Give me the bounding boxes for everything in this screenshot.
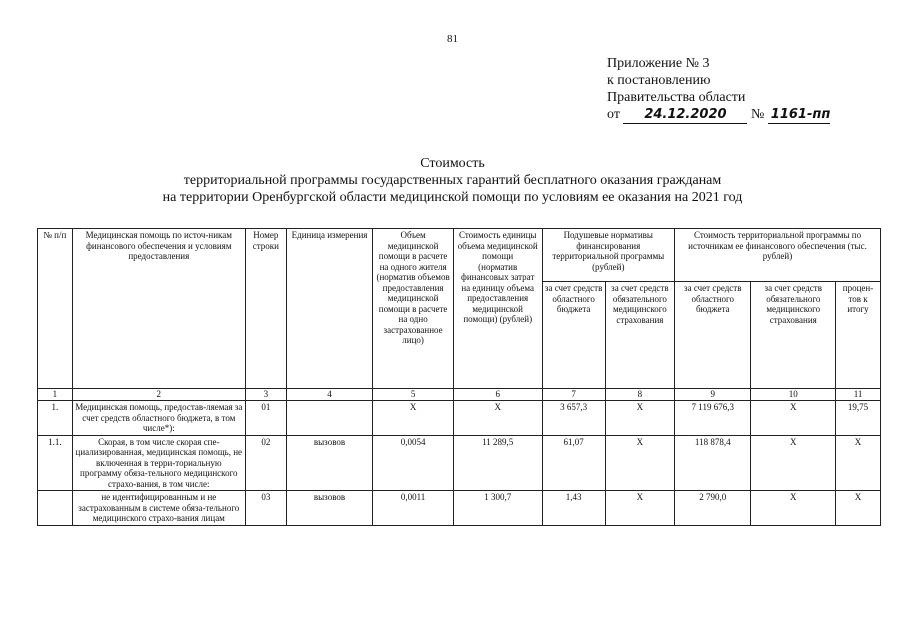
header-unit-cost-note: (норматив финансовых затрат на единицу объема предоставления медицинской помощи) (рублей) bbox=[461, 261, 535, 324]
column-index-row bbox=[38, 389, 881, 401]
column-index: 10 bbox=[751, 389, 836, 401]
table-row bbox=[38, 435, 881, 491]
row-description: Скорая, в том числе скорая спе-циализированная, медицинская помощь, не включенная в терри-ториальную программу обяза-тельного медицинского страхо-вания, в том числе: bbox=[72, 435, 245, 491]
number-label: № bbox=[750, 107, 765, 122]
from-label: от bbox=[607, 107, 620, 122]
handwritten-number: 1161-пп bbox=[768, 106, 830, 124]
row-num: 1.1. bbox=[38, 435, 73, 491]
column-index: 7 bbox=[542, 389, 605, 401]
header-pc-oms: за счет средств обязательного медицинского страхования bbox=[605, 282, 674, 389]
row-volume: 0,0054 bbox=[373, 435, 454, 491]
title-line-3: на территории Оренбургской области медицинской помощи по условиям ее оказания на 2021 год bbox=[162, 190, 743, 205]
column-index: 9 bbox=[675, 389, 751, 401]
header-percent: процен-тов к итогу bbox=[836, 282, 881, 389]
column-index: 8 bbox=[605, 389, 674, 401]
header-volume-note: (норматив объемов предоставления медицинской помощи в расчете на одно застрахованное лицо) bbox=[376, 272, 450, 345]
row-description: Медицинская помощь, предостав-ляемая за счет средств областного бюджета, в том числе*): bbox=[72, 401, 245, 436]
document-title bbox=[0, 155, 905, 206]
handwritten-date: 24.12.2020 bbox=[623, 106, 747, 124]
row-unit: вызовов bbox=[286, 491, 373, 526]
row-percent: X bbox=[836, 491, 881, 526]
header-volume-main: Объем медицинской помощи в расчете на одного жителя bbox=[378, 230, 448, 272]
column-index: 4 bbox=[286, 389, 373, 401]
column-index: 1 bbox=[38, 389, 73, 401]
row-total-budget: 7 119 676,3 bbox=[675, 401, 751, 436]
row-unit-cost: 11 289,5 bbox=[453, 435, 542, 491]
row-unit-cost: X bbox=[453, 401, 542, 436]
header-volume bbox=[373, 229, 454, 389]
header-row-1 bbox=[38, 229, 881, 282]
row-pc-budget: 3 657,3 bbox=[542, 401, 605, 436]
row-pc-oms: X bbox=[605, 401, 674, 436]
header-total-oms: за счет средств обязательного медицинского страхования bbox=[751, 282, 836, 389]
row-unit-cost: 1 300,7 bbox=[453, 491, 542, 526]
row-num: 1. bbox=[38, 401, 73, 436]
row-total-oms: X bbox=[751, 401, 836, 436]
row-unit: вызовов bbox=[286, 435, 373, 491]
column-index: 6 bbox=[453, 389, 542, 401]
row-pc-oms: X bbox=[605, 491, 674, 526]
column-index: 2 bbox=[72, 389, 245, 401]
header-unit: Единица измерения bbox=[286, 229, 373, 389]
appendix-line-2: к постановлению bbox=[607, 73, 711, 88]
header-line-number: Номер строки bbox=[245, 229, 286, 389]
row-description: не идентифицированным и не застрахованным в системе обяза-тельного медицинского страхо-вания лицам bbox=[72, 491, 245, 526]
page-number: 81 bbox=[447, 33, 458, 45]
row-line-number: 02 bbox=[245, 435, 286, 491]
title-line-2: территориальной программы государственных гарантий бесплатного оказания гражданам bbox=[183, 173, 722, 188]
row-pc-oms: X bbox=[605, 435, 674, 491]
row-unit bbox=[286, 401, 373, 436]
row-num bbox=[38, 491, 73, 526]
row-pc-budget: 61,07 bbox=[542, 435, 605, 491]
row-percent: X bbox=[836, 435, 881, 491]
row-line-number: 03 bbox=[245, 491, 286, 526]
row-percent: 19,75 bbox=[836, 401, 881, 436]
header-total-budget: за счет средств областного бюджета bbox=[675, 282, 751, 389]
appendix-block bbox=[607, 55, 830, 124]
row-volume: 0,0011 bbox=[373, 491, 454, 526]
header-unit-cost-main: Стоимость единицы объема медицинской помощи bbox=[457, 230, 538, 261]
row-pc-budget: 1,43 bbox=[542, 491, 605, 526]
appendix-date-line bbox=[607, 106, 830, 124]
header-per-capita-group: Подушевые нормативы финансирования территориальной программы (рублей) bbox=[542, 229, 675, 282]
table-row bbox=[38, 491, 881, 526]
column-index: 5 bbox=[373, 389, 454, 401]
row-total-budget: 2 790,0 bbox=[675, 491, 751, 526]
cost-table bbox=[37, 228, 881, 526]
column-index: 3 bbox=[245, 389, 286, 401]
appendix-line-3: Правительства области bbox=[607, 90, 746, 105]
row-total-budget: 118 878,4 bbox=[675, 435, 751, 491]
title-line-1: Стоимость bbox=[420, 156, 485, 171]
row-volume: X bbox=[373, 401, 454, 436]
table-row bbox=[38, 401, 881, 436]
header-pc-budget: за счет средств областного бюджета bbox=[542, 282, 605, 389]
header-num: № п/п bbox=[38, 229, 73, 389]
row-total-oms: X bbox=[751, 435, 836, 491]
header-total-group: Стоимость территориальной программы по источникам ее финансового обеспечения (тыс. рублей) bbox=[675, 229, 881, 282]
row-total-oms: X bbox=[751, 491, 836, 526]
header-description: Медицинская помощь по источ-никам финансового обеспечения и условиям предоставления bbox=[72, 229, 245, 389]
column-index: 11 bbox=[836, 389, 881, 401]
appendix-line-1: Приложение № 3 bbox=[607, 56, 710, 71]
header-unit-cost bbox=[453, 229, 542, 389]
row-line-number: 01 bbox=[245, 401, 286, 436]
